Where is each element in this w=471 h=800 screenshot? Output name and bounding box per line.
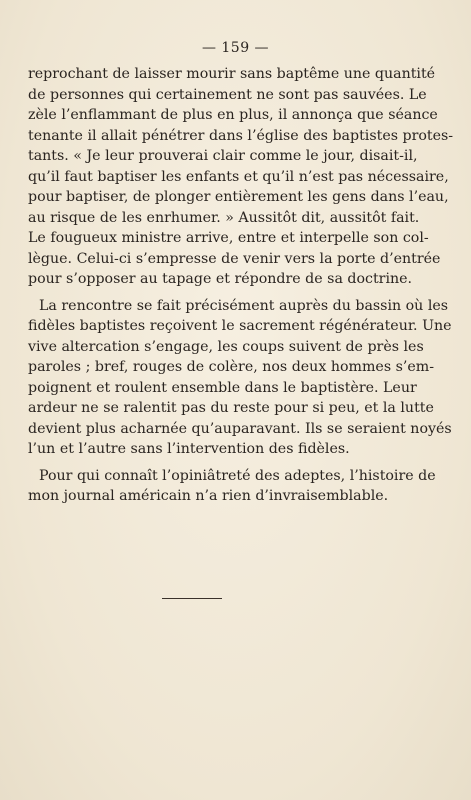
text-line: zèle l’enflammant de plus en plus, il annonça que séance	[28, 107, 438, 123]
text-line: qu’il faut baptiser les enfants et qu’il n’est pas nécessaire,	[28, 168, 449, 185]
paragraph	[28, 64, 454, 290]
text-line: ardeur ne se ralentit pas du reste pour si peu, et la lutte	[28, 400, 434, 416]
text-line: La rencontre se fait précisément auprès du bassin où les	[39, 297, 449, 314]
paragraph	[28, 296, 452, 460]
text-line: tenante il allait pénétrer dans l’église des baptistes protes-	[28, 127, 454, 144]
text-line: pour baptiser, de plonger entièrement les gens dans l’eau,	[28, 189, 449, 205]
page-number: — 159 —	[201, 40, 270, 56]
end-rule	[162, 598, 222, 599]
text-line: de personnes qui certainement ne sont pas sauvées. Le	[28, 86, 427, 103]
text-line: reprochant de laisser mourir sans baptême une quantité	[28, 66, 436, 82]
text-line: paroles ; bref, rouges de colère, nos deux hommes s’em-	[28, 359, 435, 375]
body-text	[28, 64, 454, 507]
text-line: vive altercation s’engage, les coups suivent de près les	[28, 338, 424, 355]
text-line: l’un et l’autre sans l’intervention des fidèles.	[28, 441, 350, 457]
text-line: mon journal américain n’a rien d’invraisemblable.	[28, 488, 389, 504]
paragraph	[28, 466, 436, 507]
text-line: fidèles baptistes reçoivent le sacrement régénérateur. Une	[28, 318, 452, 334]
text-line: Le fougueux ministre arrive, entre et interpelle son col-	[28, 230, 429, 246]
text-line: poignent et roulent ensemble dans le baptistère. Leur	[28, 379, 417, 396]
text-line: Pour qui connaît l’opiniâtreté des adeptes, l’histoire de	[39, 467, 436, 484]
text-line: pour s’opposer au tapage et répondre de sa doctrine.	[28, 271, 413, 287]
text-line: devient plus acharnée qu’auparavant. Ils se seraient noyés	[28, 420, 452, 437]
text-line: au risque de les enrhumer. » Aussitôt dit, aussitôt fait.	[28, 209, 420, 226]
text-line: tants. « Je leur prouverai clair comme le jour, disait-il,	[28, 148, 418, 164]
text-line: lègue. Celui-ci s’empresse de venir vers la porte d’entrée	[28, 250, 441, 267]
